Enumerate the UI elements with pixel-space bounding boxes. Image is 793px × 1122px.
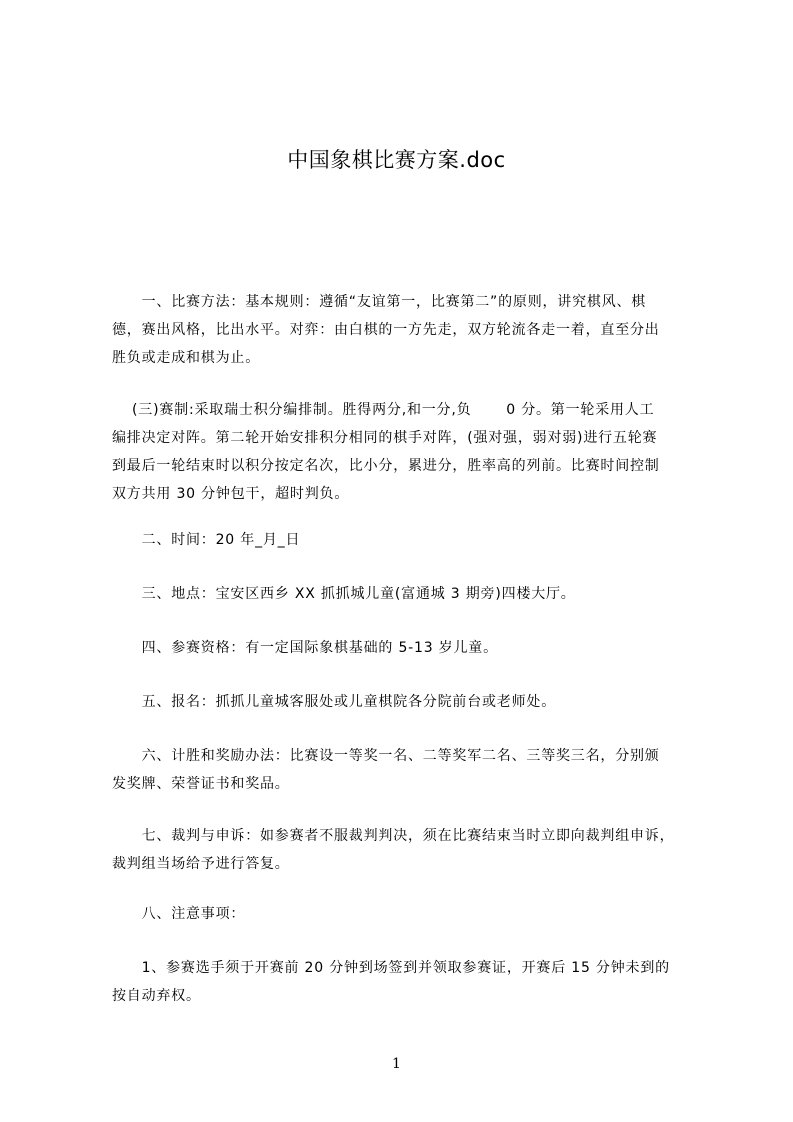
text-line: (三)赛制:采取瑞士积分编排制。胜得两分,和一分,负 0 分。第一轮采用人工 <box>112 402 655 418</box>
text-line: 三、地点：宝安区西乡 XX 抓抓城儿童(富通城 3 期旁)四楼大厅。 <box>112 586 576 602</box>
section-time <box>112 526 712 554</box>
text-line: 双方共用 30 分钟包干，超时判负。 <box>112 486 350 502</box>
text-line: 按自动弃权。 <box>112 988 201 1004</box>
section-notes <box>112 900 712 928</box>
text-line: 德，赛出风格，比出水平。对弈：由白棋的一方先走，双方轮流各走一着，直至分出 <box>112 322 660 338</box>
section-note-1 <box>112 954 712 1010</box>
section-format <box>112 396 712 508</box>
section-venue <box>112 580 712 608</box>
text-line: 六、计胜和奖励办法：比赛设一等奖一名、二等奖军二名、三等奖三名，分别颁 <box>112 748 660 764</box>
text-line: 一、比赛方法：基本规则：遵循“友谊第一，比赛第二”的原则，讲究棋风、棋 <box>112 294 647 310</box>
text-line: 五、报名：抓抓儿童城客服处或儿童棋院各分院前台或老师处。 <box>112 694 556 710</box>
text-line: 八、注意事项： <box>112 906 246 922</box>
section-awards <box>112 742 712 798</box>
page-number: 1 <box>392 1056 401 1072</box>
text-line: 到最后一轮结束时以积分按定名次，比小分，累进分，胜率高的列前。比赛时间控制 <box>112 458 660 474</box>
text-line: 1、参赛选手须于开赛前 20 分钟到场签到并领取参赛证，开赛后 15 分钟未到的 <box>112 960 670 976</box>
section-referee <box>112 822 712 878</box>
document-title: 中国象棋比赛方案.doc <box>287 148 506 172</box>
section-competition-method <box>112 288 712 372</box>
section-eligibility <box>112 634 712 662</box>
text-line: 发奖牌、荣誉证书和奖品。 <box>112 776 290 792</box>
text-line: 二、时间：20 年_月_日 <box>112 532 301 548</box>
text-line: 四、参赛资格：有一定国际象棋基础的 5-13 岁儿童。 <box>112 640 498 656</box>
text-line: 裁判组当场给予进行答复。 <box>112 856 290 872</box>
section-registration <box>112 688 712 716</box>
text-line: 胜负或走成和棋为止。 <box>112 350 260 366</box>
text-line: 七、裁判与申诉：如参赛者不服裁判判决，须在比赛结束当时立即向裁判组申诉， <box>112 828 675 844</box>
text-line: 编排决定对阵。第二轮开始安排积分相同的棋手对阵，(强对强，弱对弱)进行五轮赛 <box>112 430 658 446</box>
